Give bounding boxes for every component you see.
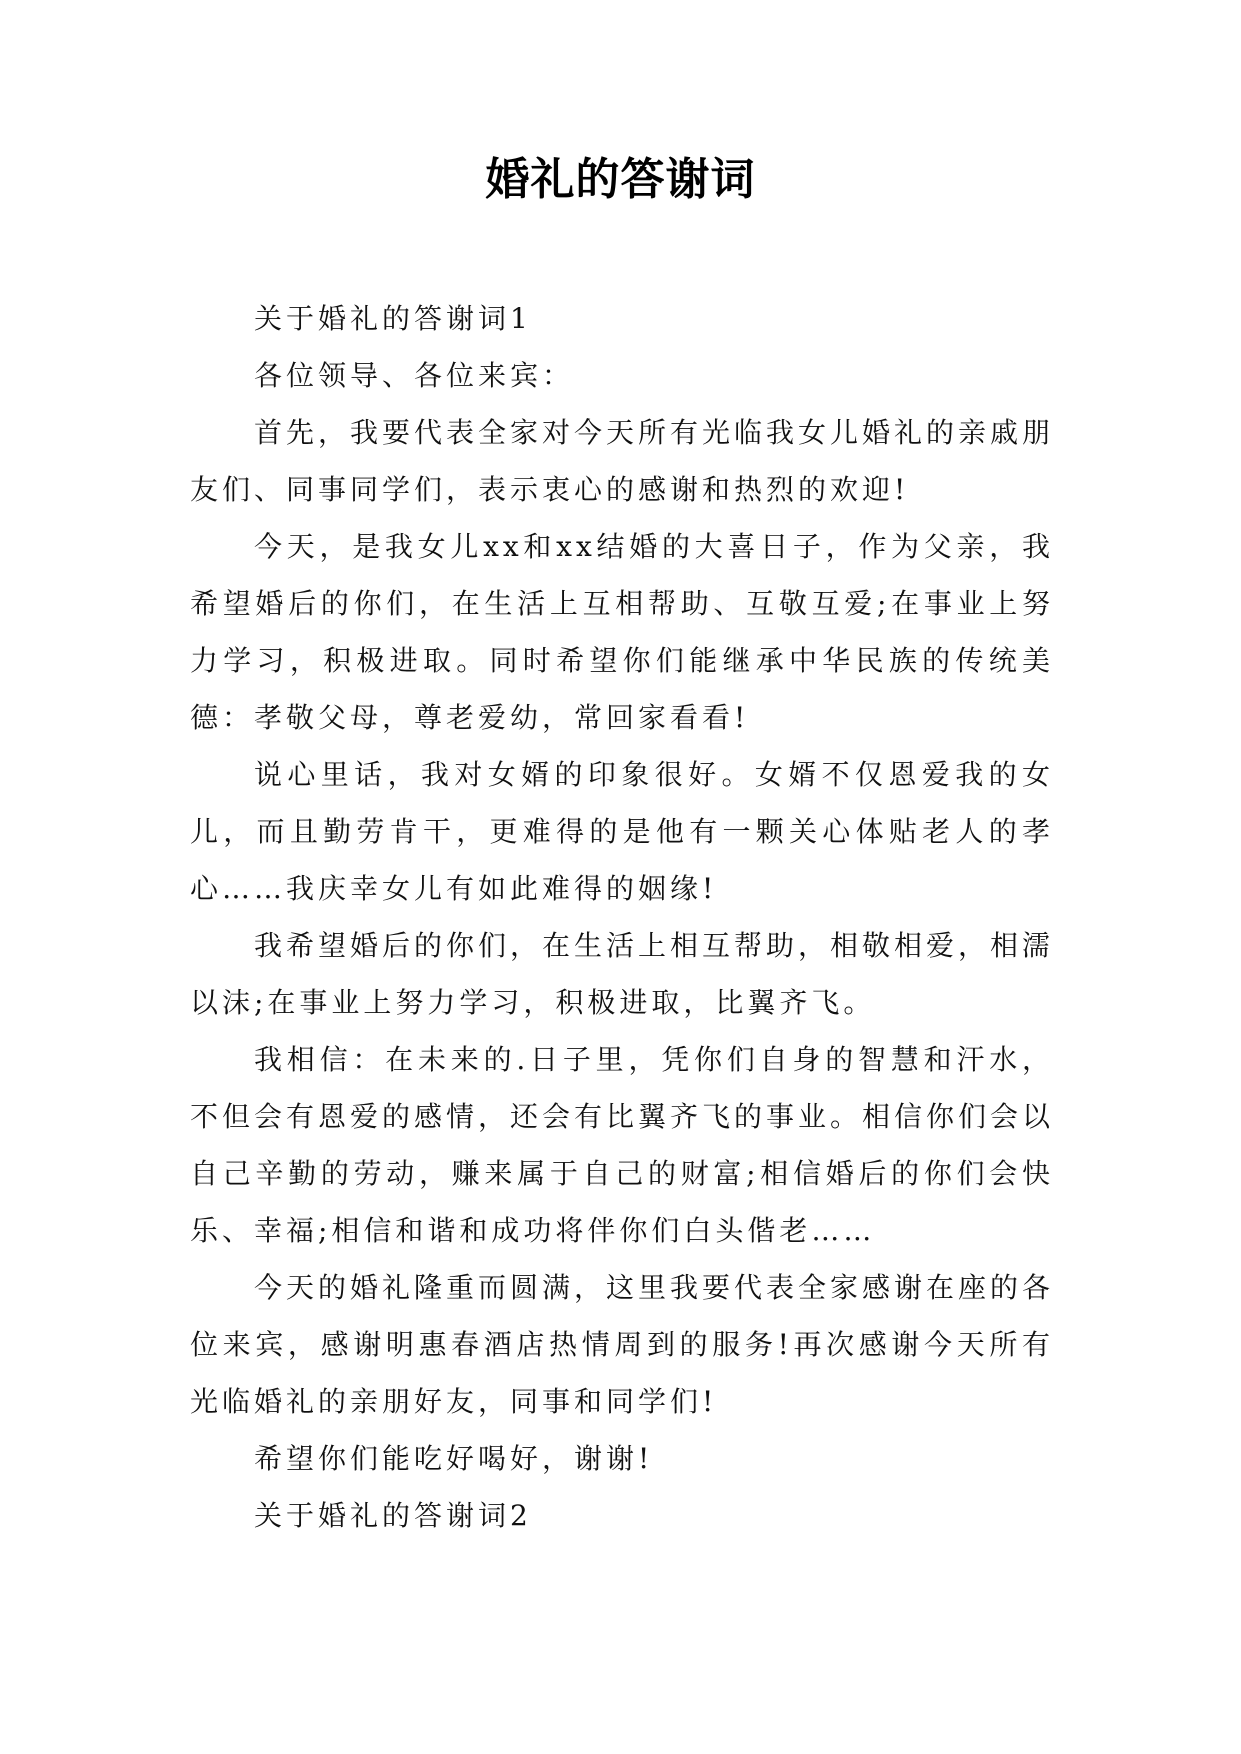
- paragraph: 今天的婚礼隆重而圆满，这里我要代表全家感谢在座的各位来宾，感谢明惠春酒店热情周到的服务!再次感谢今天所有光临婚礼的亲朋好友，同事和同学们!: [190, 1271, 1055, 1418]
- paragraph: 我相信：在未来的.日子里，凭你们自身的智慧和汗水，不但会有恩爱的感情，还会有比翼齐飞的事业。相信你们会以自己辛勤的劳动，赚来属于自己的财富;相信婚后的你们会快乐、幸福;相信和谐和成功将伴你们白头偕老……: [190, 1043, 1055, 1247]
- section-heading-2: 关于婚礼的答谢词2: [254, 1499, 532, 1532]
- paragraph: 说心里话，我对女婿的印象很好。女婿不仅恩爱我的女儿，而且勤劳肯干，更难得的是他有一颗关心体贴老人的孝心……我庆幸女儿有如此难得的姻缘!: [190, 758, 1054, 905]
- salutation: 各位领导、各位来宾：: [254, 359, 575, 392]
- paragraph: 首先，我要代表全家对今天所有光临我女儿婚礼的亲戚朋友们、同事同学们，表示衷心的感谢和热烈的欢迎!: [190, 416, 1055, 506]
- document-title: 婚礼的答谢词: [485, 154, 756, 205]
- paragraph: 今天，是我女儿xx和xx结婚的大喜日子，作为父亲，我希望婚后的你们，在生活上互相帮助、互敬互爱;在事业上努力学习，积极进取。同时希望你们能继承中华民族的传统美德：孝敬父母，尊老爱幼，常回家看看!: [190, 530, 1054, 734]
- document-body: [190, 290, 1054, 1544]
- section-heading-1: 关于婚礼的答谢词1: [254, 302, 532, 335]
- paragraph: 我希望婚后的你们，在生活上相互帮助，相敬相爱，相濡以沫;在事业上努力学习，积极进取，比翼齐飞。: [190, 929, 1055, 1019]
- closing-line: 希望你们能吃好喝好，谢谢!: [254, 1442, 654, 1475]
